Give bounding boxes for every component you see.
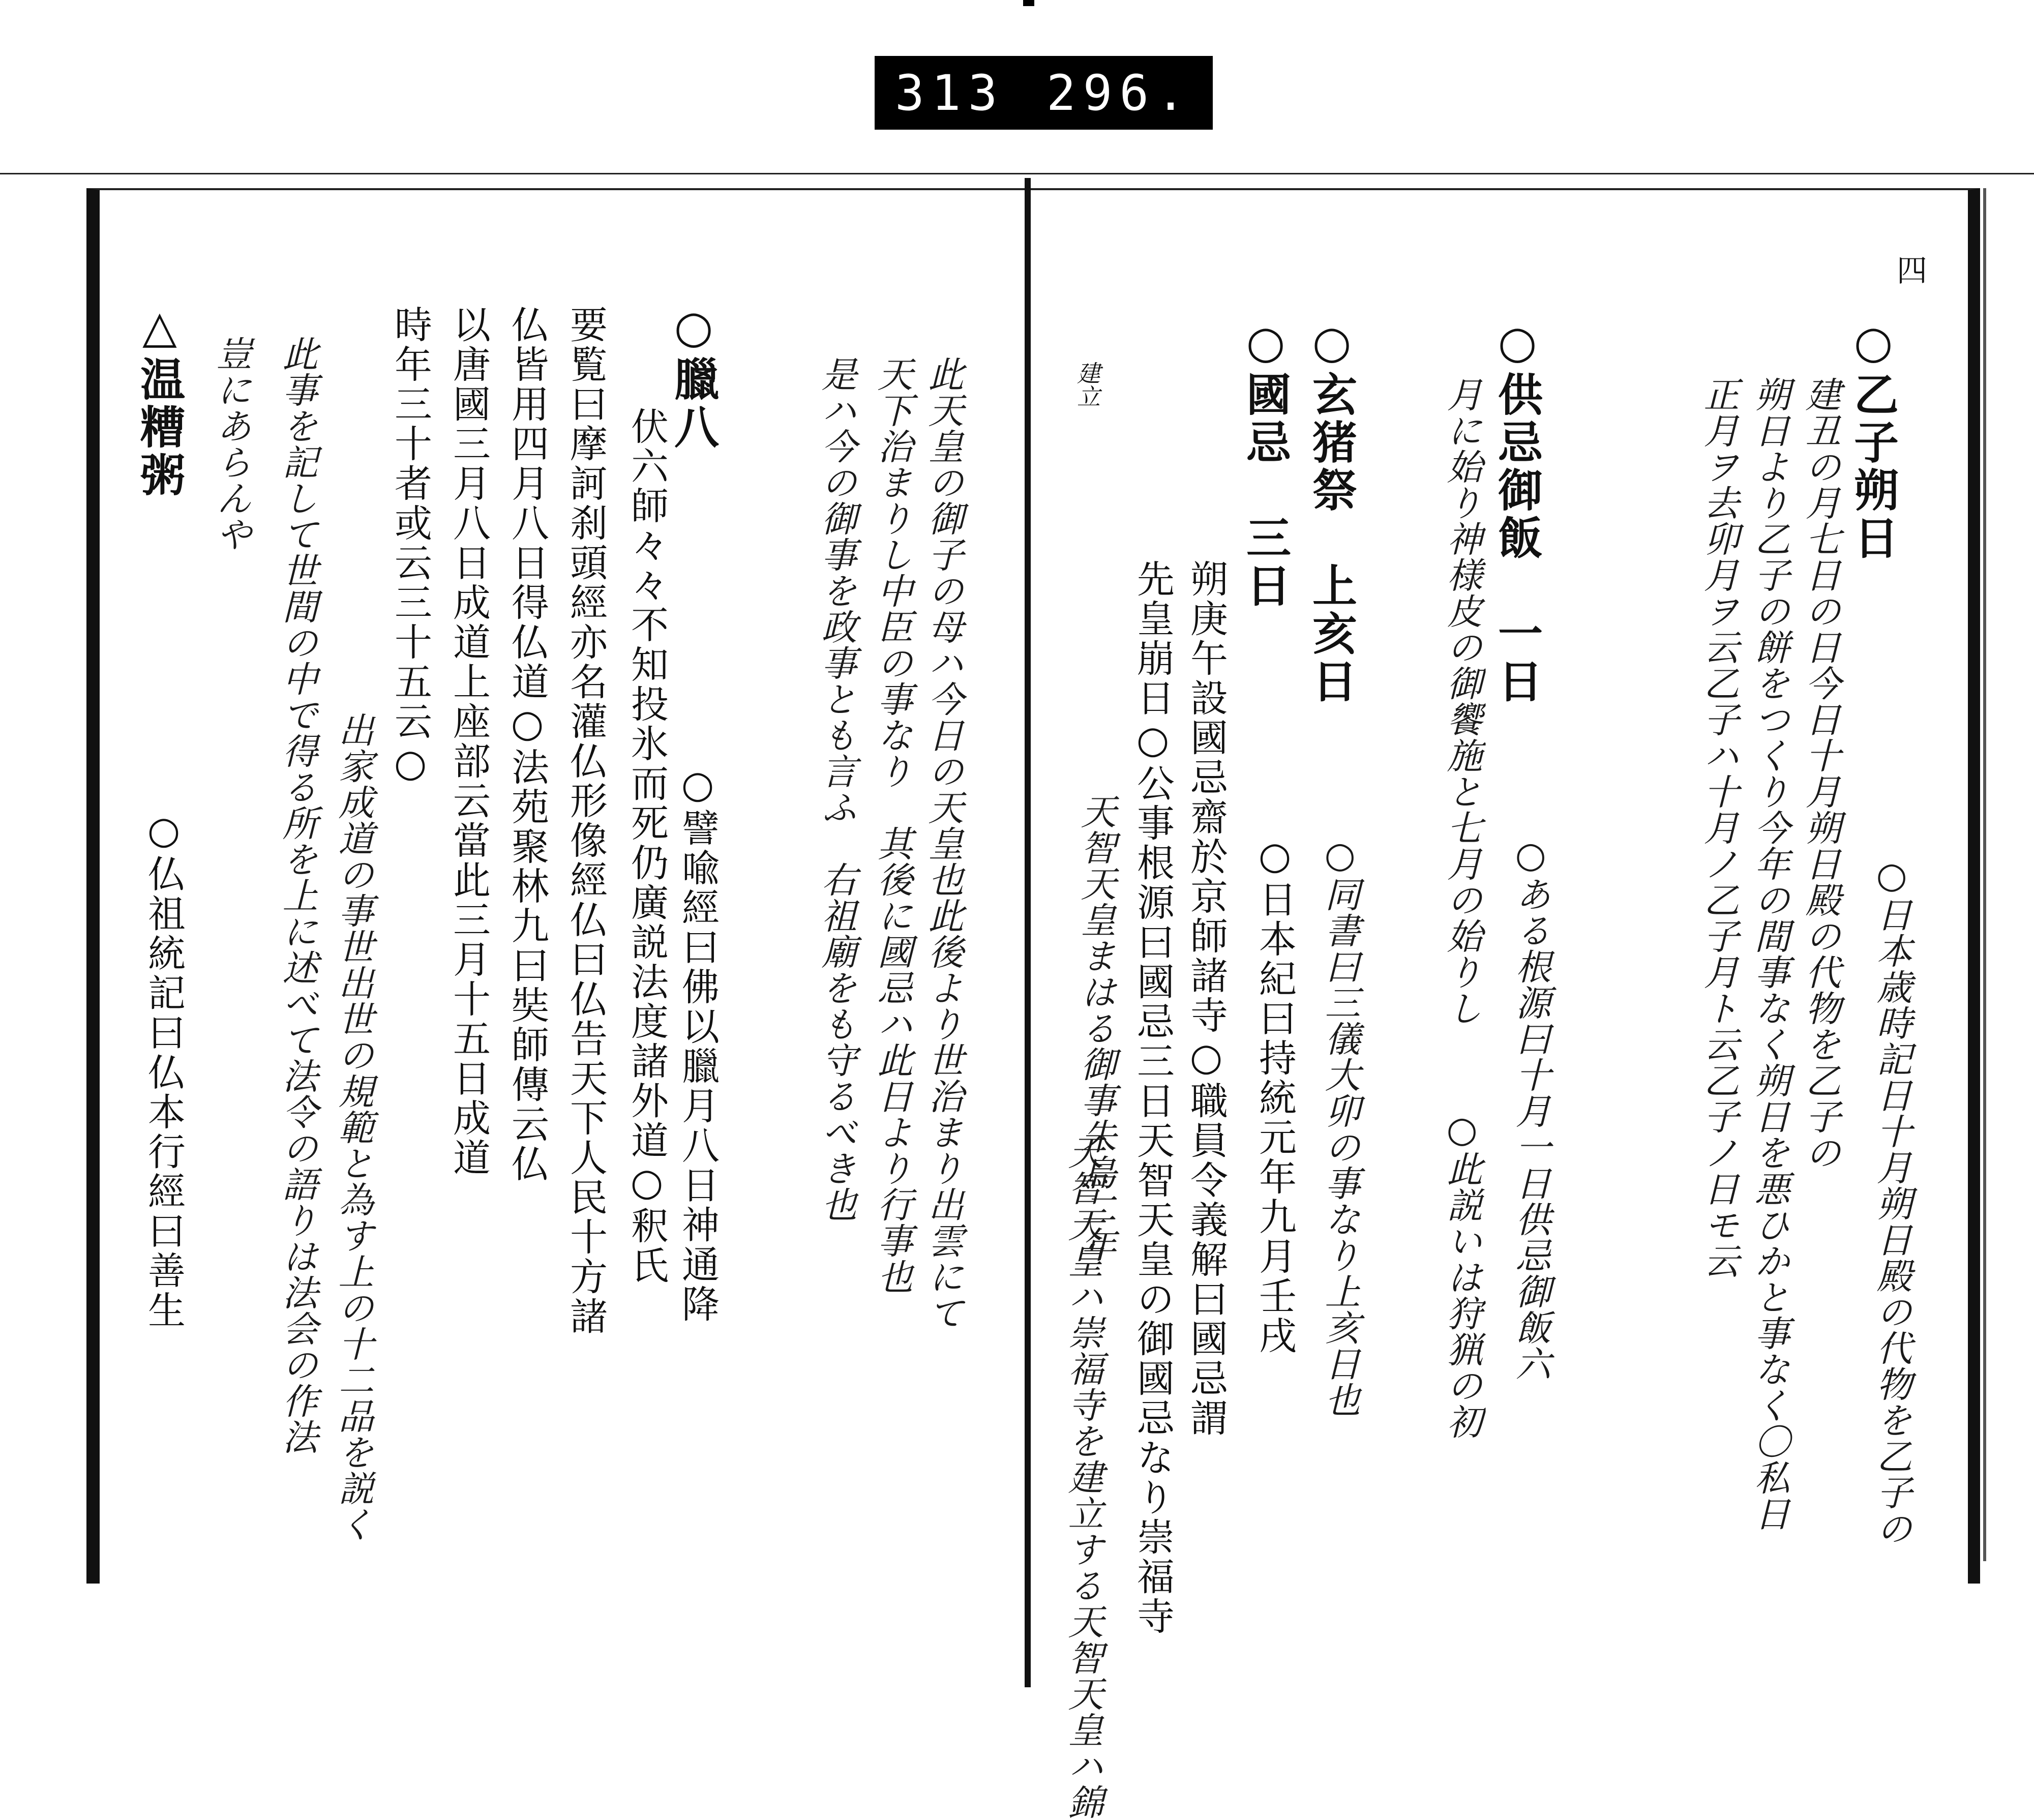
text-column: 正月ヲ去卯月ヲ云乙子ハ十月ノ乙子月ト云乙子ノ日モ云 [1698,376,1740,1279]
text-column: 仏皆用四月八日得仏道○法苑聚林九曰奘師傳云仏 [505,305,549,1184]
text-column: 月に始り神様皮の御饗施と七月の始りし [1441,376,1483,1026]
text-column: 以唐國三月八日成道上座部云當此三月十五日成道 [447,305,491,1178]
heading-genchosai: ○玄猪祭 上亥日 [1305,315,1358,706]
text-column: ○譬喩經曰佛以臘月八日神通降 [676,763,720,1324]
text-column: ○仏祖統記曰仏本行經曰善生 [142,809,186,1330]
archive-number-left: 313 [895,64,1005,122]
text-column: ○日本紀曰持統元年九月壬戌 [1253,834,1297,1356]
text-column: 此天皇の御子の母ハ今日の天皇也此後より世治まり出雲にて [922,356,964,1331]
text-column: ○同書曰三儀大卯の事なり上亥日也 [1319,834,1361,1418]
text-column: 伏六師々々不知投氷而死仍廣説法度諸外道○釈氏 [625,407,669,1286]
heading-kuki-gohan: ○供忌御飯 一日 [1491,315,1544,706]
text-column: 此事を記して世間の中で得る所を上に述べて法令の語りは法会の作法 [277,336,318,1455]
text-column: 天下治まりし中臣の事なり 其後に國忌ハ此日より行事也 [872,356,913,1295]
text-column: ○ある根源曰十月一日供忌御飯六 [1510,834,1551,1382]
text-column: 天智天皇ハ崇福寺を建立する天智天皇ハ錦 [1062,1134,1104,1820]
book-spine [1025,178,1031,1687]
heading-rohatsu: ○臘八 [667,300,720,452]
text-column: ○日本歳時記日十月朔日殿の代物を乙子の [1871,854,1912,1546]
text-column: ○此説いは狩猟の初 [1441,1109,1483,1440]
text-column: 時年三十者或云三十五云○ [388,305,432,787]
text-column: 是ハ今の御事を政事とも言ふ 右祖廟をも守るべき也 [816,356,857,1222]
heading-otoko-tsuitachi: ○乙子朔日 [1847,315,1900,562]
text-column: 要覧曰摩訶刹頭經亦名灌仏形像經仏曰仏告天下人民十方諸 [564,305,608,1336]
page-edge [1983,188,1986,1561]
text-column: 天智天皇まはる御事朱鳥二年 [1075,793,1117,1263]
scan-top-edge [0,173,2034,174]
text-column: 建丑の月七日の日今日十月朔日殿の代物を乙子の [1800,376,1841,1171]
heading-kokki: ○國忌 三日 [1239,315,1292,610]
archive-label [875,56,1213,130]
text-column: 豈にあらんや [211,336,252,552]
text-column: 朔庚午設國忌齋於京師諸寺○職員令義解曰國忌謂 [1184,559,1228,1438]
heading-unzogayu: △温糟粥 [133,300,186,499]
marginal-note: 建立 [1073,361,1101,408]
top-mark [1023,0,1034,6]
text-column: 先皇崩日○公事根源曰國忌三日天智天皇の御國忌なり崇福寺 [1131,559,1175,1636]
page-number: 四 [1892,254,1927,286]
text-column: 朔日より乙子の餅をつくり今年の間事なく朔日を悪ひかと事なく〇私日 [1749,376,1790,1532]
archive-number-right: 296. [1046,64,1192,122]
text-column: 出家成道の事世出世の規範と為す上の十二品を説く [333,712,374,1542]
